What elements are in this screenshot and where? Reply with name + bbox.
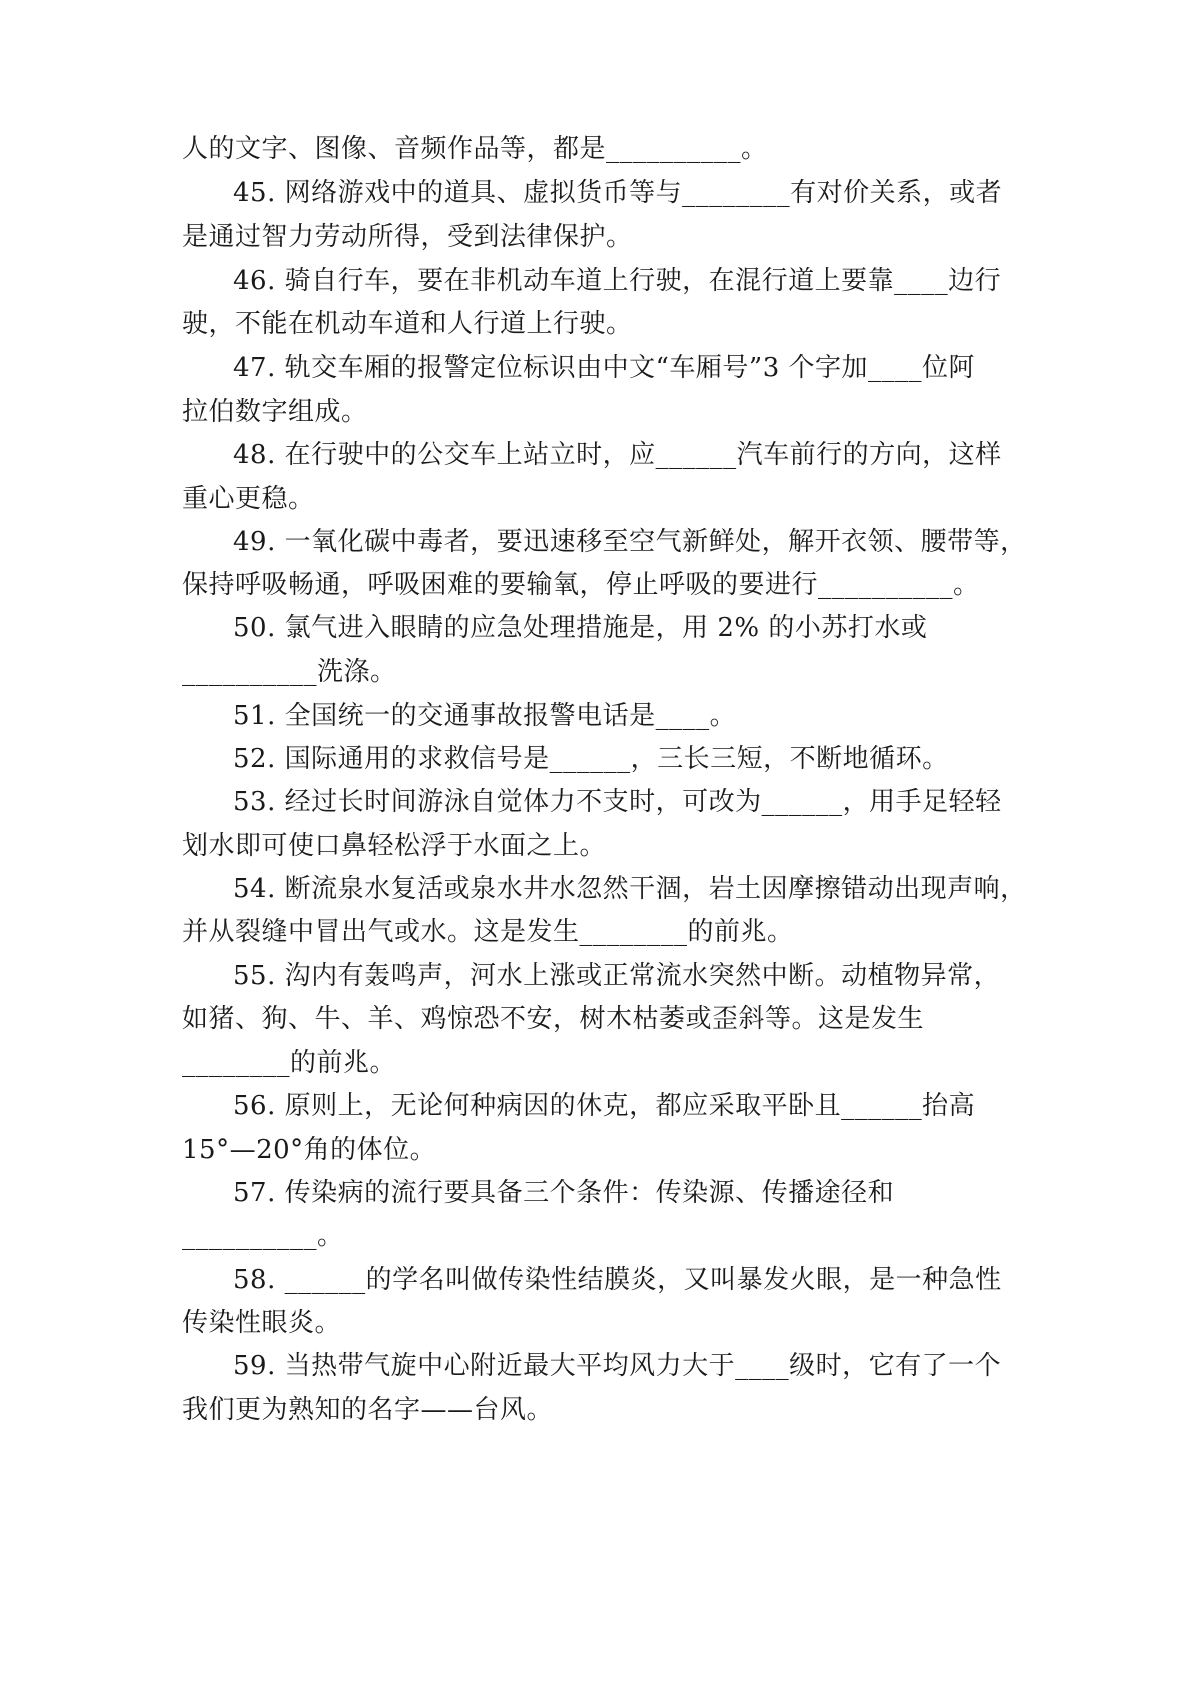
question-59: 59. 当热带气旋中心附近最大平均风力大于____级时，它有了一个	[233, 1351, 1002, 1381]
text-line: 是通过智力劳动所得，受到法律保护。	[182, 222, 633, 252]
text-line: 拉伯数字组成。	[182, 397, 368, 427]
text-line: 我们更为熟知的名字——台风。	[182, 1395, 554, 1425]
text-line: 保持呼吸畅通，呼吸困难的要输氧，停止呼吸的要进行__________。	[182, 570, 980, 600]
text-line: __________。	[182, 1221, 344, 1251]
text-line: 15°—20°角的体位。	[182, 1135, 437, 1165]
question-47: 47. 轨交车厢的报警定位标识由中文“车厢号”3 个字加____位阿	[233, 353, 976, 383]
question-45: 45. 网络游戏中的道具、虚拟货币等与________有对价关系，或者	[233, 178, 1003, 208]
text-line: 传染性眼炎。	[182, 1308, 342, 1338]
question-54: 54. 断流泉水复活或泉水井水忽然干涸，岩土因摩擦错动出现声响，	[233, 874, 1027, 904]
question-56: 56. 原则上，无论何种病因的休克，都应采取平卧且______抬高	[233, 1091, 976, 1121]
text-line: 人的文字、图像、音频作品等，都是__________。	[182, 134, 768, 164]
text-line: 如猪、狗、牛、羊、鸡惊恐不安，树木枯萎或歪斜等。这是发生	[182, 1004, 925, 1034]
text-line: 驶，不能在机动车道和人行道上行驶。	[182, 309, 633, 339]
text-line: 并从裂缝中冒出气或水。这是发生________的前兆。	[182, 917, 794, 947]
question-55: 55. 沟内有轰鸣声，河水上涨或正常流水突然中断。动植物异常，	[233, 961, 1001, 991]
question-49: 49. 一氧化碳中毒者，要迅速移至空气新鲜处，解开衣领、腰带等，	[233, 527, 1027, 557]
question-50: 50. 氯气进入眼睛的应急处理措施是，用 2% 的小苏打水或	[233, 613, 928, 643]
question-52: 52. 国际通用的求救信号是______，三长三短，不断地循环。	[233, 744, 949, 774]
question-58: 58. ______的学名叫做传染性结膜炎，又叫暴发火眼，是一种急性	[233, 1265, 1002, 1295]
question-57: 57. 传染病的流行要具备三个条件：传染源、传播途径和	[233, 1178, 895, 1208]
question-53: 53. 经过长时间游泳自觉体力不支时，可改为______，用手足轻轻	[233, 787, 1002, 817]
text-line: 重心更稳。	[182, 484, 315, 514]
text-line: 划水即可使口鼻轻松浮于水面之上。	[182, 831, 607, 861]
question-48: 48. 在行驶中的公交车上站立时，应______汽车前行的方向，这样	[233, 440, 1002, 470]
question-51: 51. 全国统一的交通事故报警电话是____。	[233, 701, 737, 731]
text-line: ________的前兆。	[182, 1048, 397, 1078]
text-line: __________洗涤。	[182, 657, 397, 687]
question-46: 46. 骑自行车，要在非机动车道上行驶，在混行道上要靠____边行	[233, 266, 1002, 296]
